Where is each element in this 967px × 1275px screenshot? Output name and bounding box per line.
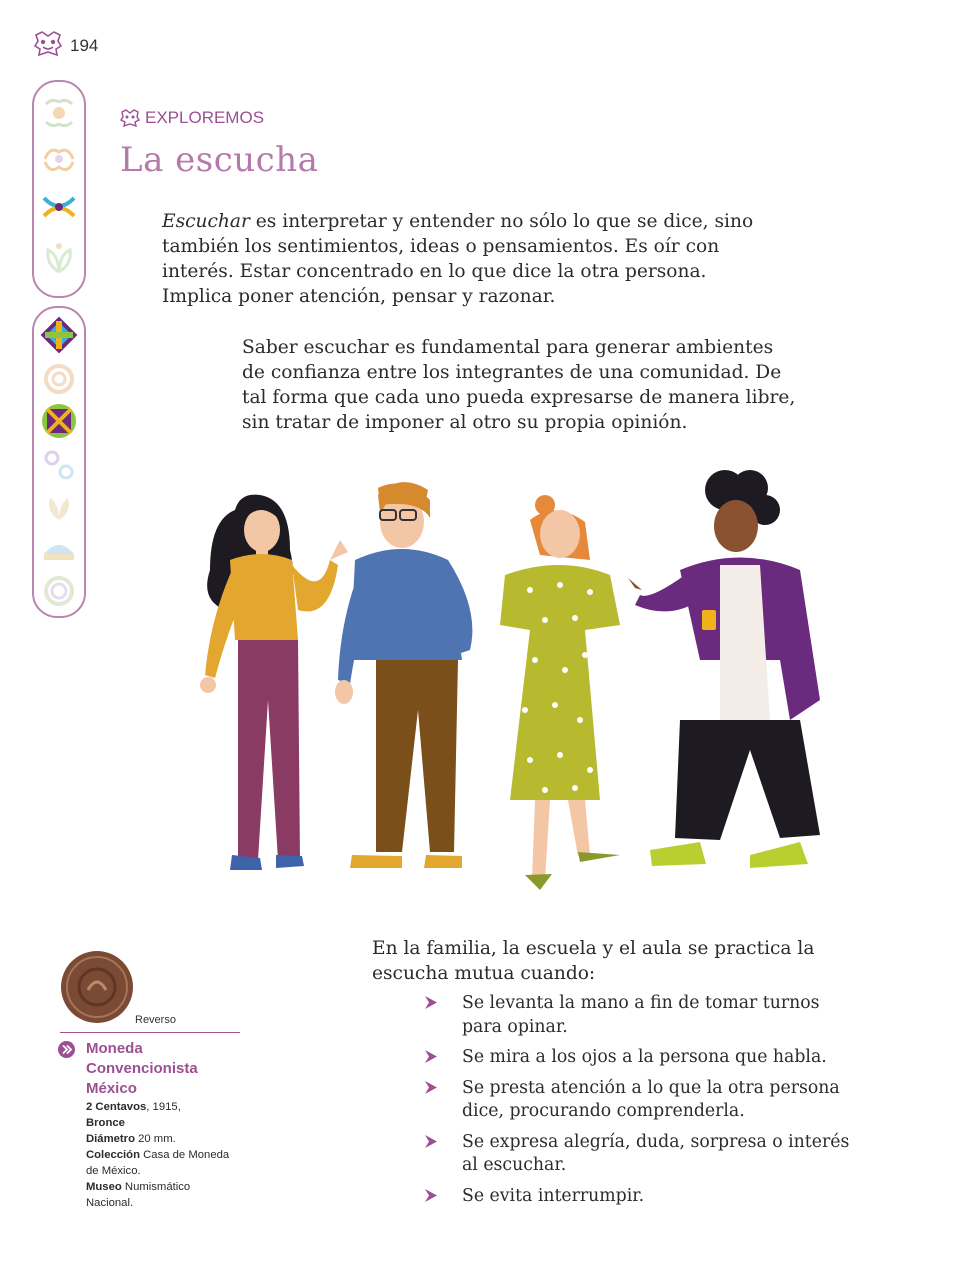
list-item bbox=[422, 1185, 852, 1209]
coin-museum-row-2: Nacional. bbox=[86, 1197, 134, 1209]
spiral-motif-icon bbox=[40, 140, 78, 178]
coin-title-line: México bbox=[86, 1080, 137, 1097]
second-paragraph bbox=[242, 335, 862, 435]
double-chevron-icon bbox=[58, 1041, 75, 1058]
sun-motif-icon bbox=[40, 94, 78, 132]
coin-collection-row-2: de México. bbox=[86, 1165, 141, 1177]
coin-title-line: Convencionista bbox=[86, 1060, 198, 1077]
coin-museum-row bbox=[86, 1179, 256, 1195]
coin-title-line: Moneda bbox=[86, 1040, 143, 1057]
person-woman-long-hair bbox=[200, 495, 348, 870]
coin-year: , 1915, bbox=[146, 1101, 181, 1113]
header-glyph-icon bbox=[33, 31, 63, 57]
side-rail-top bbox=[32, 80, 86, 298]
practice-line: En la familia, la escuela y el aula se practica la bbox=[372, 938, 815, 959]
arrowhead-bullet-icon bbox=[424, 1188, 438, 1203]
list-item-text: Se presta atención a lo que la otra persona bbox=[462, 1077, 840, 1098]
arrowhead-bullet-icon bbox=[424, 1134, 438, 1149]
list-item bbox=[422, 1077, 852, 1124]
list-item-text: al escuchar. bbox=[462, 1155, 567, 1175]
page-title: La escucha bbox=[120, 140, 319, 180]
side-rail-bottom bbox=[32, 306, 86, 618]
coin-material-row bbox=[86, 1115, 256, 1131]
people-talking-illustration bbox=[180, 460, 840, 900]
second-line: sin tratar de imponer al otro su propia opinión. bbox=[242, 412, 688, 433]
intro-paragraph bbox=[162, 209, 802, 309]
coin-value-row bbox=[86, 1099, 256, 1115]
practice-list bbox=[422, 992, 852, 1215]
arrowhead-bullet-icon bbox=[424, 1049, 438, 1064]
coin-divider bbox=[60, 1032, 240, 1033]
coin-side-label: Reverso bbox=[135, 1014, 176, 1026]
coin-collection-label: Colección bbox=[86, 1149, 140, 1161]
cross-mosaic-icon bbox=[40, 316, 78, 354]
list-item-text: Se evita interrumpir. bbox=[462, 1185, 645, 1206]
coin-museum-label: Museo bbox=[86, 1181, 122, 1193]
list-item-text: para opinar. bbox=[462, 1016, 568, 1037]
intro-line: es interpretar y entender no sólo lo que se dice, sino bbox=[249, 211, 754, 232]
practice-line: escucha mutua cuando: bbox=[372, 963, 596, 984]
coin-diameter-row bbox=[86, 1131, 256, 1147]
coin-title bbox=[86, 1039, 198, 1099]
list-item-text: Se levanta la mano a fin de tomar turnos bbox=[462, 993, 820, 1013]
coin-museum-value: Numismático bbox=[121, 1181, 191, 1193]
leaf-motif-icon bbox=[40, 238, 78, 276]
swirl-motif-icon bbox=[40, 360, 78, 398]
list-item bbox=[422, 1046, 852, 1070]
intro-line: también los sentimientos, ideas o pensamientos. Es oír con bbox=[162, 236, 720, 257]
second-line: tal forma que cada uno pueda expresarse de manera libre, bbox=[242, 387, 796, 408]
diamond-mosaic-icon bbox=[40, 402, 78, 440]
section-tag-label: EXPLOREMOS bbox=[145, 108, 265, 127]
arrowhead-bullet-icon bbox=[424, 1080, 438, 1095]
person-man-purple-jacket bbox=[628, 470, 820, 868]
list-item bbox=[422, 1131, 852, 1178]
wave-motif-icon bbox=[40, 530, 78, 568]
list-item-text: Se mira a los ojos a la persona que habla. bbox=[462, 1047, 827, 1067]
page-number: 194 bbox=[70, 36, 99, 55]
intro-line: Implica poner atención, pensar y razonar. bbox=[162, 286, 556, 307]
explore-glyph-icon bbox=[120, 109, 140, 127]
coin-collection-row bbox=[86, 1147, 256, 1163]
lotus-motif-icon bbox=[40, 488, 78, 526]
person-woman-green-dress bbox=[500, 495, 620, 890]
coin-diameter-value: 20 mm. bbox=[134, 1133, 176, 1145]
person-man-glasses bbox=[335, 482, 472, 868]
coin-diameter-label: Diámetro bbox=[86, 1133, 135, 1145]
arrowhead-bullet-icon bbox=[424, 995, 438, 1010]
coin-material: Bronce bbox=[86, 1117, 125, 1129]
section-tag bbox=[120, 108, 264, 128]
chain-motif-icon bbox=[40, 446, 78, 484]
intro-emphasis-word: Escuchar bbox=[162, 211, 250, 232]
second-line: Saber escuchar es fundamental para generar ambientes bbox=[242, 337, 774, 358]
coin-image bbox=[60, 950, 134, 1024]
intro-line: interés. Estar concentrado en lo que dice la otra persona. bbox=[162, 261, 707, 282]
list-item-text: dice, procurando comprenderla. bbox=[462, 1101, 745, 1121]
list-item bbox=[422, 992, 852, 1039]
second-line: de confianza entre los integrantes de una comunidad. De bbox=[242, 362, 782, 383]
list-item-text: Se expresa alegría, duda, sorpresa o interés bbox=[462, 1131, 850, 1152]
coin-details bbox=[86, 1099, 256, 1211]
practice-paragraph bbox=[372, 936, 852, 986]
linked-rings-icon bbox=[40, 188, 78, 226]
ring-motif-icon bbox=[40, 572, 78, 610]
coin-value: 2 Centavos bbox=[86, 1101, 147, 1113]
coin-collection-value: Casa de Moneda bbox=[140, 1149, 230, 1161]
